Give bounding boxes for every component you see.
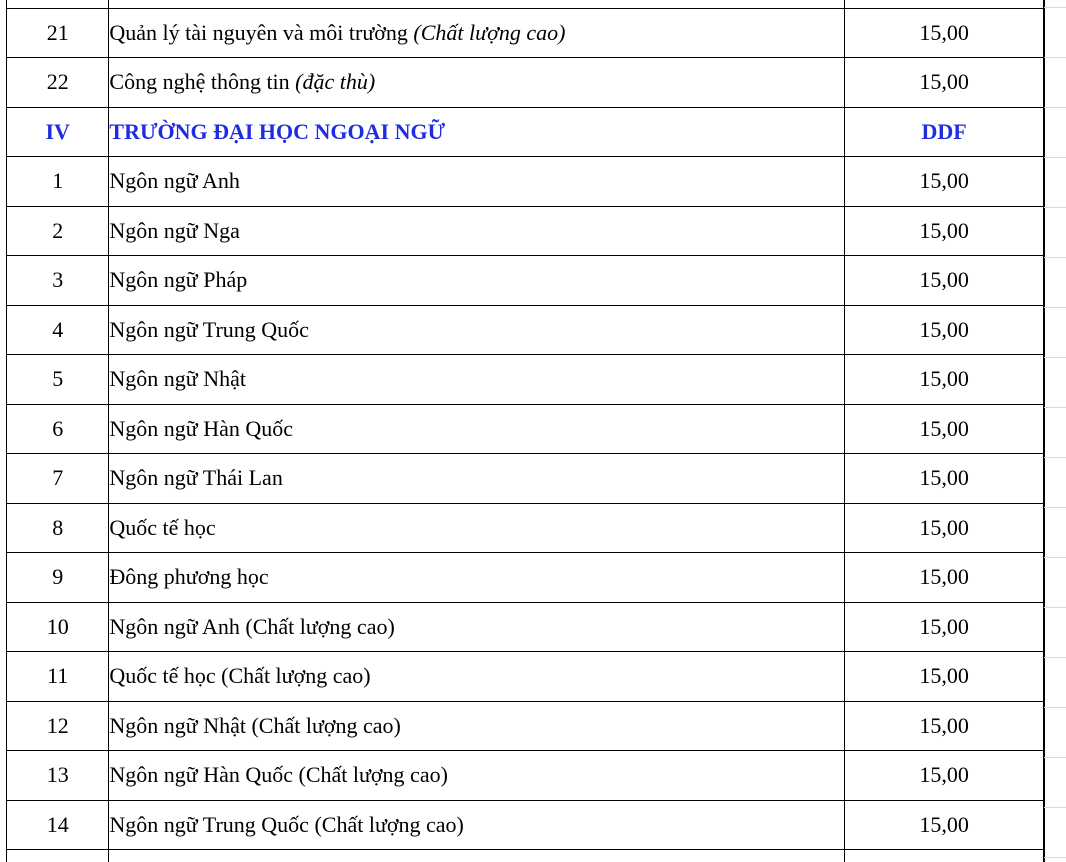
cell-score[interactable]: 15,00: [845, 206, 1044, 256]
cell-no[interactable]: 9: [7, 553, 109, 603]
cell-no[interactable]: 11: [7, 652, 109, 702]
cell-no[interactable]: 6: [7, 404, 109, 454]
gridline: [1044, 107, 1066, 108]
cell-score[interactable]: 15,00: [845, 652, 1044, 702]
cell-score[interactable]: 15,00: [845, 355, 1044, 405]
cell-no[interactable]: [7, 850, 109, 862]
cell-no[interactable]: 5: [7, 355, 109, 405]
cell-major-name[interactable]: Ngôn ngữ Nhật: [109, 355, 845, 405]
gridline: [1044, 707, 1066, 708]
cell-major-name[interactable]: Ngôn ngữ Pháp: [109, 256, 845, 306]
table-row: [7, 800, 1044, 850]
cell-major-name[interactable]: Đông phương học: [109, 553, 845, 603]
cell-major-name[interactable]: Ngôn ngữ Anh (Chất lượng cao): [109, 602, 845, 652]
gridline: [1044, 857, 1066, 858]
gridline: [1044, 407, 1066, 408]
cell-score[interactable]: 15,00: [845, 553, 1044, 603]
cell-major-name[interactable]: Ngôn ngữ Anh: [109, 157, 845, 207]
gridline: [1044, 7, 1066, 8]
cell-score[interactable]: 15,00: [845, 602, 1044, 652]
cell-score[interactable]: 15,00: [845, 404, 1044, 454]
major-note-text: (đặc thù): [295, 69, 376, 95]
gridline: [1044, 607, 1066, 608]
cell-major-name[interactable]: Quốc tế học: [109, 503, 845, 553]
table-row: [7, 8, 1044, 58]
cell-no[interactable]: 13: [7, 751, 109, 801]
table-row: [7, 256, 1044, 306]
cell-major-name[interactable]: [109, 58, 845, 108]
cell-major-name[interactable]: Ngôn ngữ Thái Lan: [109, 454, 845, 504]
cell-no[interactable]: 1: [7, 157, 109, 207]
cell-no[interactable]: 8: [7, 503, 109, 553]
cell-no[interactable]: 10: [7, 602, 109, 652]
cell-score[interactable]: 15,00: [845, 305, 1044, 355]
gridline: [1044, 557, 1066, 558]
table-row: [7, 652, 1044, 702]
cell-score[interactable]: 15,00: [845, 256, 1044, 306]
gridline: [1044, 757, 1066, 758]
table-row: [7, 751, 1044, 801]
table-row: [7, 553, 1044, 603]
section-number-cell[interactable]: IV: [7, 107, 109, 157]
table-row: [7, 157, 1044, 207]
cell-no[interactable]: [7, 0, 109, 8]
cell-no[interactable]: 2: [7, 206, 109, 256]
gridline: [1044, 57, 1066, 58]
cell-major-name[interactable]: Ngôn ngữ Trung Quốc: [109, 305, 845, 355]
cell-no[interactable]: 14: [7, 800, 109, 850]
cell-no[interactable]: 12: [7, 701, 109, 751]
cell-score[interactable]: 15,00: [845, 157, 1044, 207]
table-row: [7, 701, 1044, 751]
cell-score[interactable]: 15,00: [845, 800, 1044, 850]
table-row: [7, 0, 1044, 8]
cell-score[interactable]: 15,00: [845, 751, 1044, 801]
section-title-cell[interactable]: TRƯỜNG ĐẠI HỌC NGOẠI NGỮ: [109, 107, 845, 157]
gridline: [1044, 807, 1066, 808]
table-row: [7, 355, 1044, 405]
gridline: [1044, 507, 1066, 508]
table-row: [7, 454, 1044, 504]
gridline: [1044, 357, 1066, 358]
table-row: [7, 602, 1044, 652]
table-row: [7, 305, 1044, 355]
gridline: [1044, 307, 1066, 308]
major-name-text: Quản lý tài nguyên và môi trường: [109, 19, 414, 45]
cell-score[interactable]: 15,00: [845, 454, 1044, 504]
cell-major-name[interactable]: [109, 850, 845, 862]
cell-no[interactable]: 7: [7, 454, 109, 504]
cell-score[interactable]: 15,00: [845, 58, 1044, 108]
cell-score[interactable]: 15,00: [845, 701, 1044, 751]
gridline: [1044, 257, 1066, 258]
cell-no[interactable]: 3: [7, 256, 109, 306]
cell-major-name[interactable]: Ngôn ngữ Nga: [109, 206, 845, 256]
admission-score-table: [6, 0, 1044, 862]
cell-major-name[interactable]: [109, 0, 845, 8]
cell-no[interactable]: 21: [7, 8, 109, 58]
cell-score[interactable]: 15,00: [845, 8, 1044, 58]
cell-no[interactable]: 4: [7, 305, 109, 355]
table-row: [7, 503, 1044, 553]
cell-major-name[interactable]: Ngôn ngữ Nhật (Chất lượng cao): [109, 701, 845, 751]
cell-score[interactable]: [845, 850, 1044, 862]
cell-major-name[interactable]: Quốc tế học (Chất lượng cao): [109, 652, 845, 702]
cell-score[interactable]: [845, 0, 1044, 8]
cell-major-name[interactable]: Ngôn ngữ Hàn Quốc: [109, 404, 845, 454]
table-row: [7, 206, 1044, 256]
gridline: [1044, 657, 1066, 658]
section-score-cell[interactable]: DDF: [845, 107, 1044, 157]
cell-major-name[interactable]: Ngôn ngữ Trung Quốc (Chất lượng cao): [109, 800, 845, 850]
right-border-line: [1044, 0, 1045, 862]
gridline: [1044, 157, 1066, 158]
section-header-row: [7, 107, 1044, 157]
gridline: [1044, 457, 1066, 458]
cell-major-name[interactable]: Ngôn ngữ Hàn Quốc (Chất lượng cao): [109, 751, 845, 801]
cell-score[interactable]: 15,00: [845, 503, 1044, 553]
table-row: [7, 58, 1044, 108]
cell-no[interactable]: 22: [7, 58, 109, 108]
major-name-text: Công nghệ thông tin: [109, 69, 296, 95]
table-row: [7, 404, 1044, 454]
major-note-text: (Chất lượng cao): [413, 19, 566, 45]
table-row: [7, 850, 1044, 862]
cell-major-name[interactable]: [109, 8, 845, 58]
gridline: [1044, 207, 1066, 208]
